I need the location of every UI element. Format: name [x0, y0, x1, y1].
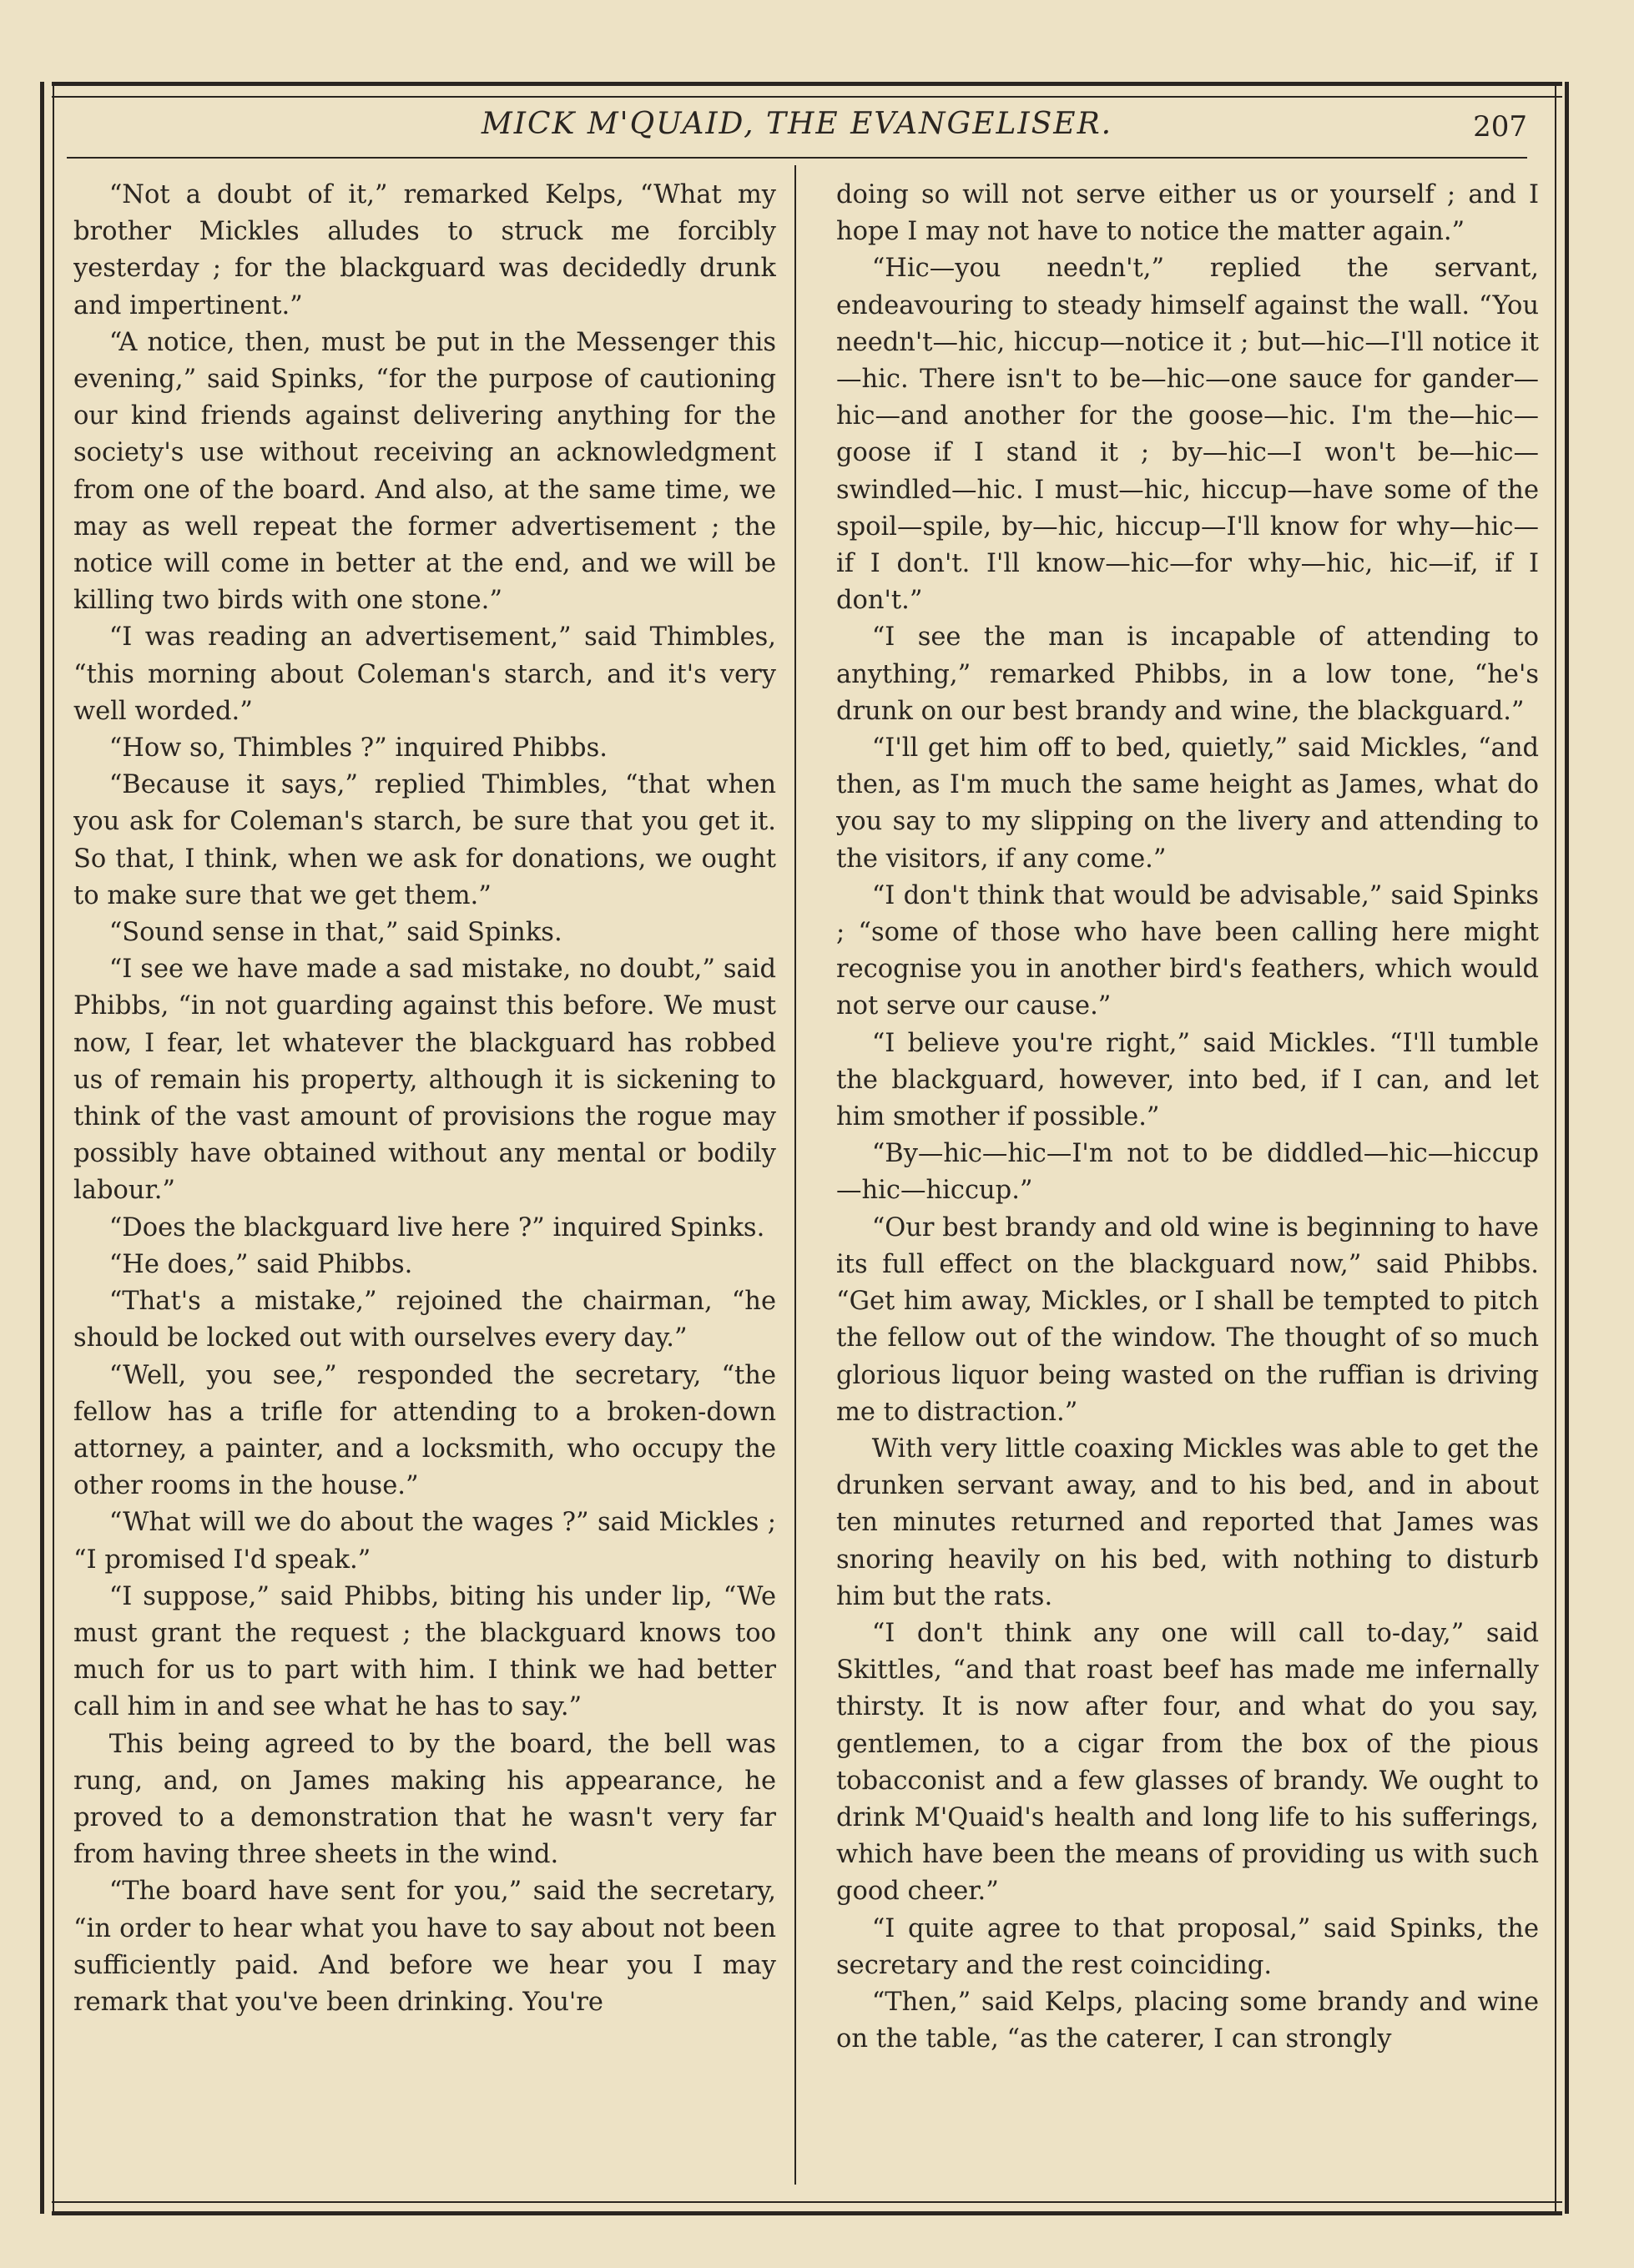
page-header [67, 107, 1527, 157]
right-column [836, 177, 1539, 2188]
paragraph: “A notice, then, must be put in the Messenger this evening,” said Spinks, “for the purpose of cautioning our kind friends against delivering anything for the society's use without receiving an acknowledgment from one of the board. And also, at the same time, we may as well repeat the former advertisement ; the notice will come in better at the end, and we will be killing two birds with one stone.” [73, 327, 776, 616]
paragraph: “Not a doubt of it,” remarked Kelps, “What my brother Mickles alludes to struck me forcibly yesterday ; for the blackguard was decidedly drunk and impertinent.” [73, 180, 776, 320]
left-column [73, 177, 776, 2188]
paragraph: “Well, you see,” responded the secretary, “the fellow has a trifle for attending to a broken-down attorney, a painter, and a locksmith, who occupy the other rooms in the house.” [73, 1360, 776, 1501]
paragraph: “Sound sense in that,” said Spinks. [108, 918, 562, 948]
paragraph: “Because it says,” replied Thimbles, “that when you ask for Coleman's starch, be sure that you get it. So that, I think, when we ask for donations, we ought to make sure that we get them.” [73, 770, 776, 910]
paragraph: “I'll get him off to bed, quietly,” said Mickles, “and then, as I'm much the same height as James, what do you say to my slipping on the livery and attending to the visitors, if any come.” [836, 733, 1539, 874]
paragraph: “I don't think that would be advisable,” said Spinks ; “some of those who have been calling here might recognise you in another bird's feathers, which would not serve our cause.” [836, 880, 1539, 1021]
paragraph: With very little coaxing Mickles was able to get the drunken servant away, and to his bed, and in about ten minutes returned and reported that James was snoring heavily on his bed, with nothing to disturb him but the rats. [836, 1434, 1539, 1611]
paragraph: “I was reading an advertisement,” said Thimbles, “this morning about Coleman's starch, and it's very well worded.” [73, 622, 776, 726]
paragraph: “That's a mistake,” rejoined the chairman, “he should be locked out with ourselves every day.” [73, 1287, 776, 1353]
paragraph: “How so, Thimbles ?” inquired Phibbs. [108, 733, 608, 764]
paragraph: “I quite agree to that proposal,” said Spinks, the secretary and the rest coinciding. [836, 1913, 1539, 1980]
paragraph: This being agreed to by the board, the bell was rung, and, on James making his appearance, he proved to a demonstration that he wasn't very far from having three sheets in the wind. [73, 1729, 776, 1870]
running-title: MICK M'QUAID, THE EVANGELISER. [481, 107, 1113, 141]
paragraph: “The board have sent for you,” said the secretary, “in order to hear what you have to say about not been sufficiently paid. And before we hear you I may remark that you've been drinking. You're [73, 1877, 776, 2017]
header-rule [67, 157, 1527, 159]
paragraph: “Does the blackguard live here ?” inquired Spinks. [108, 1212, 765, 1242]
top-border-rule [52, 82, 1562, 98]
paragraph: “Hic—you needn't,” replied the servant, endeavouring to steady himself against the wall. “You needn't—hic, hiccup—notice it ; but—hic—I'll notice it—hic. There isn't to be—hic—one sauce for gander—hic—and another for the goose—hic. I'm the—hic—goose if I stand it ; by—hic—I won't be—hic—swindled—hic. I must—hic, hiccup—have some of the spoil—spile, by—hic, hiccup—I'll know for why—hic—if I don't. I'll know—hic—for why—hic, hic—if, if I don't.” [836, 254, 1539, 616]
paragraph: “Then,” said Kelps, placing some brandy and wine on the table, “as the caterer, I can strongly [836, 1987, 1539, 2054]
paragraph: “I see we have made a sad mistake, no doubt,” said Phibbs, “in not guarding against this before. We must now, I fear, let whatever the blackguard has robbed us of remain his property, although it is sickening to think of the vast amount of provisions the rogue may possibly have obtained without any mental or bodily labour.” [73, 955, 776, 1206]
paragraph: “I see the man is incapable of attending to anything,” remarked Phibbs, in a low tone, “he's drunk on our best brandy and wine, the blackguard.” [836, 622, 1539, 726]
left-border-rule [40, 82, 54, 2214]
paragraph: “By—hic—hic—I'm not to be diddled—hic—hiccup—hic—hiccup.” [836, 1139, 1539, 1206]
paragraph: “He does,” said Phibbs. [108, 1249, 413, 1279]
paragraph: “I believe you're right,” said Mickles. “I'll tumble the blackguard, however, into bed, if I can, and let him smother if possible.” [836, 1028, 1539, 1132]
bottom-border-rule [52, 2201, 1562, 2215]
column-divider [794, 165, 796, 2185]
right-border-rule [1555, 82, 1569, 2214]
paragraph: “Our best brandy and old wine is beginning to have its full effect on the blackguard now,” said Phibbs. “Get him away, Mickles, or I shall be tempted to pitch the fellow out of the window. The thought of so much glorious liquor being wasted on the ruffian is driving me to distraction.” [836, 1212, 1539, 1427]
paragraph-continuation: doing so will not serve either us or yourself ; and I hope I may not have to notice the matter again.” [836, 180, 1539, 247]
paragraph: “What will we do about the wages ?” said Mickles ; “I promised I'd speak.” [73, 1508, 776, 1575]
paragraph: “I suppose,” said Phibbs, biting his under lip, “We must grant the request ; the blackguard knows too much for us to part with him. I think we had better call him in and see what he has to say.” [73, 1581, 776, 1722]
page-number: 207 [1473, 110, 1527, 144]
paragraph: “I don't think any one will call to-day,” said Skittles, “and that roast beef has made me infernally thirsty. It is now after four, and what do you say, gentlemen, to a cigar from the box of the pious tobacconist and a few glasses of brandy. We ought to drink M'Quaid's health and long life to his sufferings, which have been the means of providing us with such good cheer.” [836, 1618, 1539, 1907]
